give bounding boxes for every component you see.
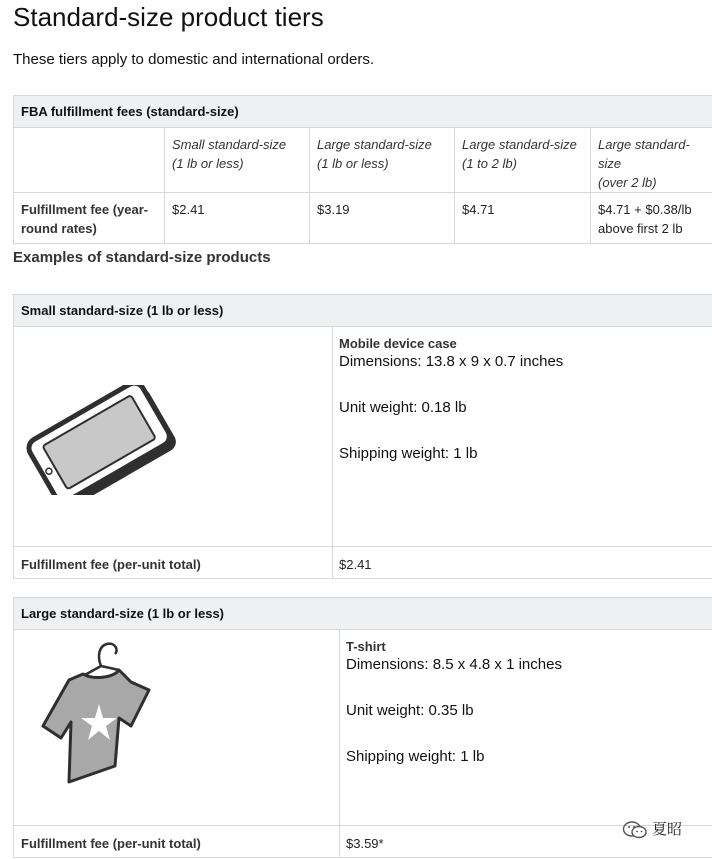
example-table-small (13, 294, 712, 579)
column-small-standard: Small standard-size (1 lb or less) (165, 128, 310, 193)
wechat-icon (622, 820, 648, 840)
fee-value: $4.71 (455, 193, 591, 244)
example-image-cell (14, 327, 333, 547)
example-image-cell (14, 630, 340, 826)
example-details (340, 630, 712, 826)
watermark-text: 夏昭 (652, 820, 683, 838)
fulfillment-fee-value: $3.59* (340, 826, 712, 858)
product-name: Mobile device case (339, 336, 457, 351)
product-shipping-weight: Shipping weight: 1 lb (339, 445, 478, 462)
fulfillment-fee-label: Fulfillment fee (per-unit total) (14, 547, 333, 579)
fee-row-label: Fulfillment fee (year-round rates) (14, 193, 165, 244)
intro-text: These tiers apply to domestic and international orders. (13, 51, 375, 68)
page-title: Standard-size product tiers (13, 2, 324, 32)
product-shipping-weight: Shipping weight: 1 lb (346, 748, 485, 765)
tablet-icon (19, 385, 179, 495)
product-name: T-shirt (346, 639, 386, 654)
product-dimensions: Dimensions: 13.8 x 9 x 0.7 inches (339, 353, 564, 370)
column-large-standard-1lb: Large standard-size (1 lb or less) (310, 128, 455, 193)
fee-value: $4.71 + $0.38/lb above first 2 lb (591, 193, 712, 244)
example-header: Large standard-size (1 lb or less) (14, 598, 712, 630)
example-table-large (13, 597, 712, 858)
watermark (622, 818, 682, 840)
examples-title: Examples of standard-size products (13, 249, 271, 266)
example-details (333, 327, 712, 547)
fulfillment-fee-label: Fulfillment fee (per-unit total) (14, 826, 340, 858)
example-header: Small standard-size (1 lb or less) (14, 295, 712, 327)
product-dimensions: Dimensions: 8.5 x 4.8 x 1 inches (346, 656, 562, 673)
fee-value: $3.19 (310, 193, 455, 244)
product-unit-weight: Unit weight: 0.35 lb (346, 702, 474, 719)
tshirt-icon (39, 634, 159, 784)
fee-table-corner (14, 128, 165, 193)
product-unit-weight: Unit weight: 0.18 lb (339, 399, 467, 416)
column-large-standard-over2lb: Large standard-size (over 2 lb) (591, 128, 712, 193)
fee-value: $2.41 (165, 193, 310, 244)
fee-table-header: FBA fulfillment fees (standard-size) (14, 96, 712, 128)
column-large-standard-1to2lb: Large standard-size (1 to 2 lb) (455, 128, 591, 193)
fulfillment-fee-value: $2.41 (333, 547, 712, 579)
fee-table (13, 95, 712, 244)
